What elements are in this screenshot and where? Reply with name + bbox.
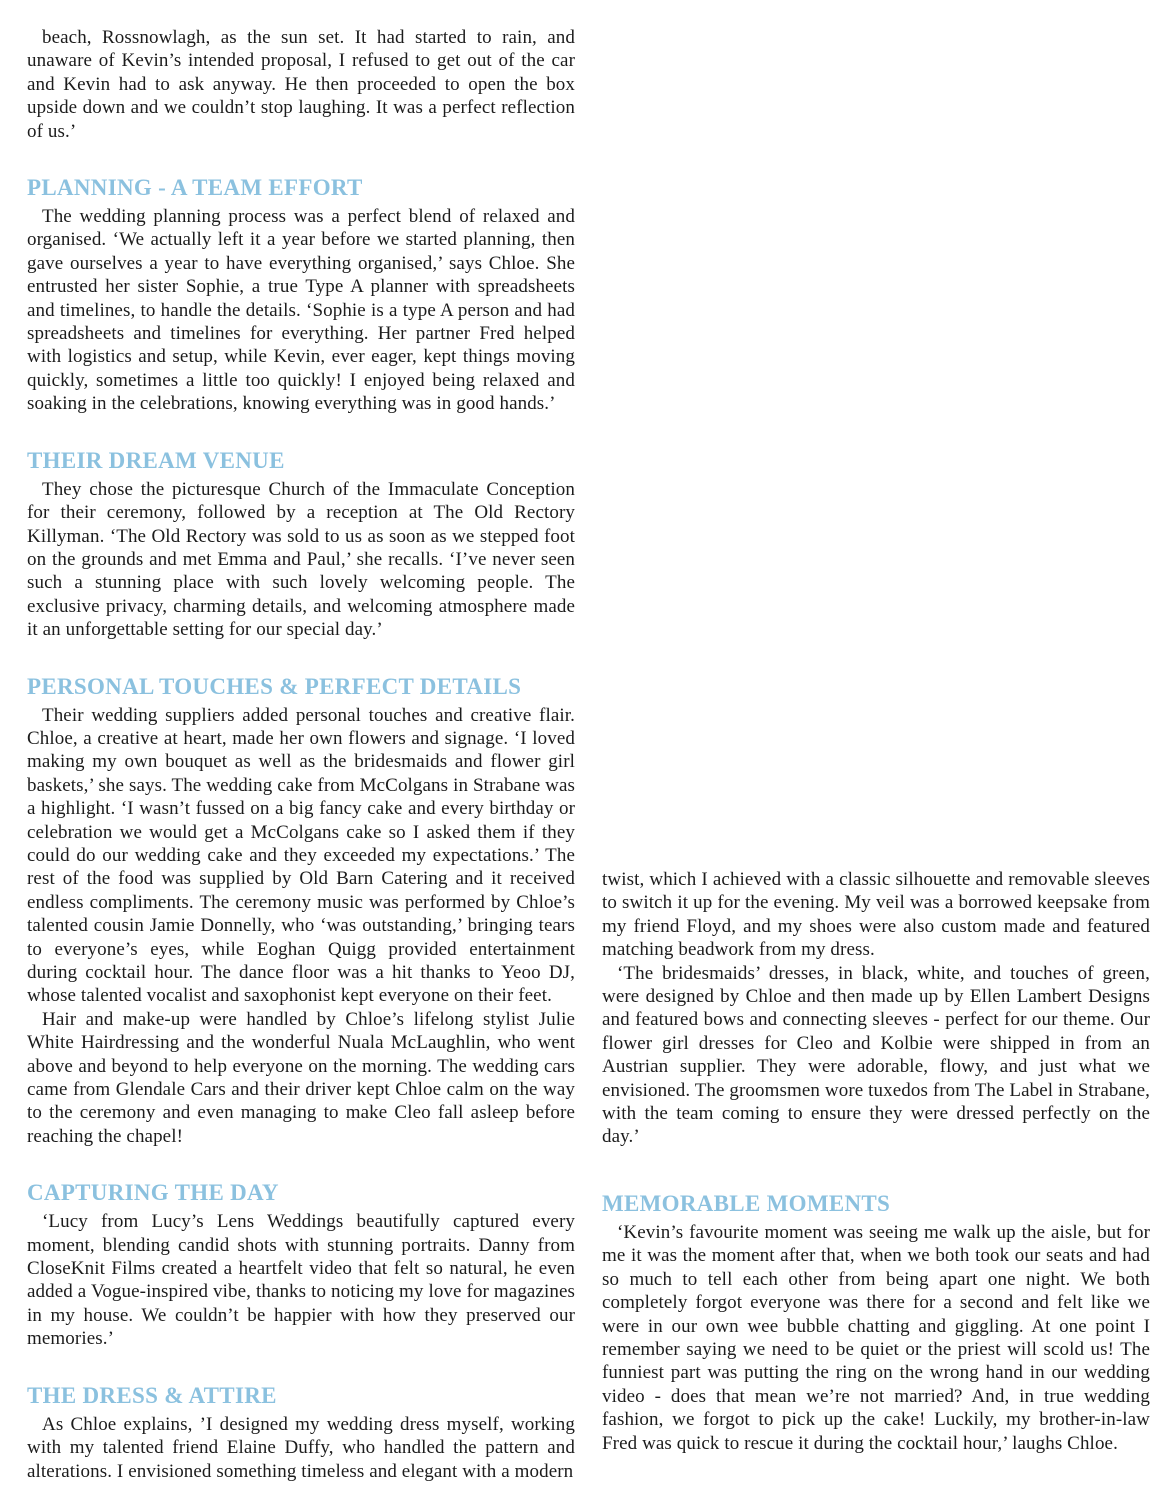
section-paragraph: As Chloe explains, ’I designed my wedding dress myself, working with my talented friend Elaine Duffy, who handled the pattern and alterations. I envisioned something timeless and elegant with a modern: [27, 1413, 575, 1482]
section-paragraph: They chose the picturesque Church of the Immaculate Conception for their ceremony, followed by a reception at The Old Rectory Killyman. ‘The Old Rectory was sold to us as soon as we stepped foot on the grounds and met Emma and Paul,’ she recalls. ‘I’ve never seen such a stunning place with such lovely welcoming people. The exclusive privacy, charming details, and welcoming atmosphere made it an unforgettable setting for our special day.’: [27, 478, 575, 641]
section-paragraph: Hair and make-up were handled by Chloe’s lifelong stylist Julie White Hairdressing and the wonderful Nuala McLaughlin, who went above and beyond to help everyone on the morning. The wedding cars came from Glendale Cars and their driver kept Chloe calm on the way to the ceremony and even managing to make Cleo fall asleep before reaching the chapel!: [27, 1008, 575, 1147]
section-heading-venue: THEIR DREAM VENUE: [27, 447, 285, 473]
section-paragraph: ‘Kevin’s favourite moment was seeing me walk up the aisle, but for me it was the moment after that, when we both took our seats and had so much to tell each other from being apart one night. We both completely forgot everyone was there for a second and felt like we were in our own wee bubble chatting and giggling. At one point I remember saying we need to be quiet or the priest will scold us! The funniest part was putting the ring on the wrong hand in our wedding video - does that mean we’re not married? And, in true wedding fashion, we forgot to pick up the cake! Luckily, my brother-in-law Fred was quick to rescue it during the cocktail hour,’ laughs Chloe.: [602, 1221, 1150, 1454]
dress-continuation-paragraph: twist, which I achieved with a classic silhouette and removable sleeves to switch it up for the evening. My veil was a borrowed keepsake from my friend Floyd, and my shoes were also custom made and featured matching beadwork from my dress.: [602, 869, 1150, 961]
section-memorable-moments: [602, 1191, 1150, 1455]
section-capturing-the-day: [27, 1180, 575, 1350]
section-paragraph: The wedding planning process was a perfect blend of relaxed and organised. ‘We actually left it a year before we started planning, then gave ourselves a year to have everything organised,’ says Chloe. She entrusted her sister Sophie, a true Type A planner with spreadsheets and timelines, to handle the details. ‘Sophie is a type A person and had spreadsheets and timelines for everything. Her partner Fred helped with logistics and setup, while Kevin, ever eager, kept things moving quickly, sometimes a little too quickly! I enjoyed being relaxed and soaking in the celebrations, knowing everything was in good hands.’: [27, 206, 575, 415]
section-paragraph: ‘Lucy from Lucy’s Lens Weddings beautifully captured every moment, blending candid shots with stunning portraits. Danny from CloseKnit Films created a heartfelt video that felt so natural, he even added a Vogue-inspired vibe, thanks to noticing my love for magazines in my house. We couldn’t be happier with how they preserved our memories.’: [27, 1211, 575, 1350]
section-heading-capturing: CAPTURING THE DAY: [27, 1180, 279, 1206]
right-column: [602, 26, 1150, 1487]
section-heading-memorable-moments: MEMORABLE MOMENTS: [602, 1190, 891, 1216]
left-column: [27, 26, 575, 1487]
section-heading-planning: PLANNING - A TEAM EFFORT: [27, 175, 363, 201]
bridesmaids-paragraph: ‘The bridesmaids’ dresses, in black, white, and touches of green, were designed by Chloe and then made up by Ellen Lambert Designs and featured bows and connecting sleeves - perfect for our theme. Our flower girl dresses for Cleo and Kolbie were shipped in from an Austrian supplier. They were adorable, flowy, and just what we envisioned. The groomsmen wore tuxedos from The Label in Strabane, with the team coming to ensure they were dressed perfectly on the day.’: [602, 962, 1150, 1148]
section-planning-a-team-effort: [27, 175, 575, 416]
intro-continuation-paragraph: beach, Rossnowlagh, as the sun set. It had started to rain, and unaware of Kevin’s intended proposal, I refused to get out of the car and Kevin had to ask anyway. He then proceeded to open the box upside down and we couldn’t stop laughing. It was a perfect reflection of us.’: [27, 27, 575, 142]
section-personal-touches: [27, 674, 575, 1149]
section-heading-personal-touches: PERSONAL TOUCHES & PERFECT DETAILS: [27, 673, 522, 699]
photo-placeholder: [602, 26, 1150, 868]
section-heading-dress: THE DRESS & ATTIRE: [27, 1382, 277, 1408]
section-paragraph: Their wedding suppliers added personal touches and creative flair. Chloe, a creative at heart, made her own flowers and signage. ‘I loved making my own bouquet as well as the bridesmaids and flower girl baskets,’ she says. The wedding cake from McColgans in Strabane was a highlight. ‘I wasn’t fussed on a big fancy cake and every birthday or celebration we would get a McColgans cake so I asked them if they could do our wedding cake and they exceeded my expectations.’ The rest of the food was supplied by Old Barn Catering and it received endless compliments. The ceremony music was performed by Chloe’s talented cousin Jamie Donnelly, who ‘was outstanding,’ bringing tears to everyone’s eyes, while Eoghan Quigg provided entertainment during cocktail hour. The dance floor was a hit thanks to Yeoo DJ, whose talented vocalist and saxophonist kept everyone on their feet.: [27, 704, 575, 1007]
section-dress-and-attire: [27, 1383, 575, 1483]
section-their-dream-venue: [27, 448, 575, 642]
